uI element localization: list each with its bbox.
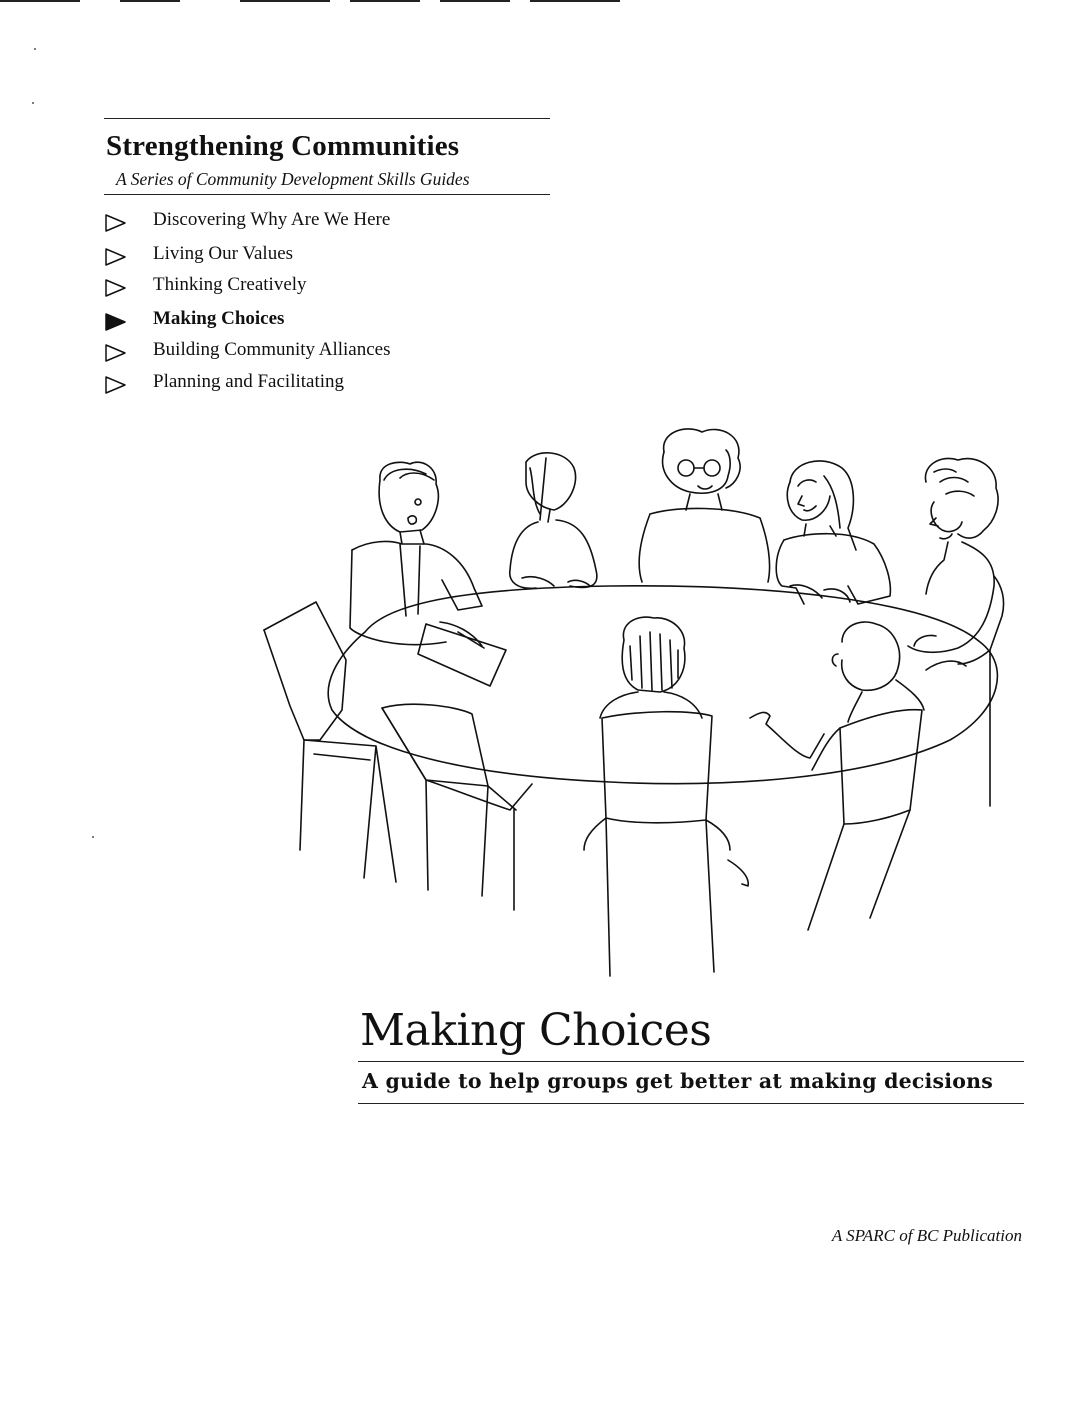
scan-edge-mark: [440, 0, 510, 2]
guide-title: Thinking Creatively: [153, 274, 307, 295]
guide-list-item: [104, 243, 524, 269]
person-back-braids: [600, 617, 702, 718]
chair-front-right: [728, 710, 922, 930]
guide-title: Discovering Why Are We Here: [153, 209, 391, 230]
header-rule: [104, 194, 550, 195]
person-woman-glasses: [639, 429, 769, 582]
scan-edge-mark: [120, 0, 180, 2]
guide-title: Building Community Alliances: [153, 339, 391, 360]
outline-triangle-icon: [104, 247, 128, 267]
person-woman-ponytail: [510, 453, 597, 588]
guide-list-item: [104, 308, 524, 334]
scan-speck: [34, 48, 36, 50]
header-rule: [104, 118, 550, 119]
outline-triangle-icon: [104, 213, 128, 233]
publisher-credit: A SPARC of BC Publication: [831, 1226, 1022, 1245]
scan-speck: [32, 102, 34, 104]
main-title: Making Choices: [360, 1005, 712, 1056]
series-subtitle: A Series of Community Development Skills Guides: [116, 169, 470, 189]
person-woman-long-hair: [776, 461, 890, 604]
guide-list-item: [104, 371, 524, 397]
chair-front-left: [382, 704, 532, 910]
outline-triangle-icon: [104, 278, 128, 298]
meeting-illustration: [250, 410, 1010, 1000]
scan-edge-mark: [530, 0, 620, 2]
person-man-left: [350, 462, 506, 686]
scan-edge-mark: [350, 0, 420, 2]
guide-title: Living Our Values: [153, 243, 294, 264]
title-rule: [358, 1061, 1024, 1062]
guide-list-item: [104, 274, 524, 300]
series-title: Strengthening Communities: [106, 130, 460, 162]
chair-right-back: [958, 576, 1004, 806]
round-table: [328, 586, 997, 784]
main-subtitle: A guide to help groups get better at making decisions: [362, 1069, 993, 1093]
outline-triangle-icon: [104, 375, 128, 395]
guide-list-item: [104, 209, 524, 235]
guide-title: Making Choices: [153, 308, 285, 329]
guide-list-item: [104, 339, 524, 365]
scan-speck: [92, 836, 94, 838]
guide-title: Planning and Facilitating: [153, 371, 345, 392]
chair-front-center: [584, 712, 730, 976]
scan-edge-mark: [240, 0, 330, 2]
scan-edge-mark: [0, 0, 80, 2]
person-back-boy: [750, 622, 966, 758]
person-woman-curly-hair: [908, 458, 998, 652]
subtitle-rule: [358, 1103, 1024, 1104]
outline-triangle-icon: [104, 343, 128, 363]
filled-triangle-icon: [104, 312, 128, 332]
